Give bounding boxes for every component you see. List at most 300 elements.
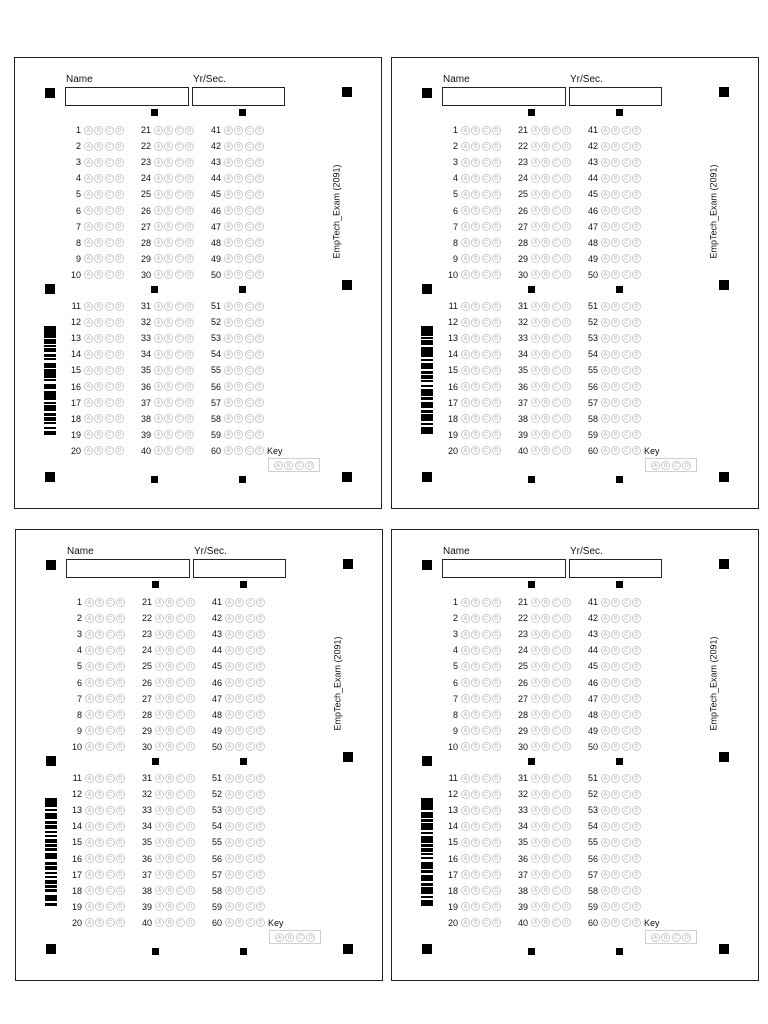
choice-b-bubble[interactable]: B: [541, 174, 550, 183]
choice-b-bubble[interactable]: B: [611, 726, 620, 735]
choice-b-bubble[interactable]: B: [541, 742, 550, 751]
choice-c-bubble[interactable]: C: [482, 710, 491, 719]
choice-c-bubble[interactable]: C: [245, 318, 254, 327]
choice-b-bubble[interactable]: B: [471, 790, 480, 799]
choice-a-bubble[interactable]: A: [531, 806, 540, 815]
choice-b-bubble[interactable]: B: [541, 446, 550, 455]
choice-a-bubble[interactable]: A: [155, 694, 164, 703]
choice-b-bubble[interactable]: B: [165, 614, 174, 623]
choice-a-bubble[interactable]: A: [601, 598, 610, 607]
choice-b-bubble[interactable]: B: [541, 630, 550, 639]
choice-b-bubble[interactable]: B: [471, 142, 480, 151]
choice-c-bubble[interactable]: C: [246, 918, 255, 927]
choice-a-bubble[interactable]: A: [531, 710, 540, 719]
choice-a-bubble[interactable]: A: [461, 886, 470, 895]
choice-b-bubble[interactable]: B: [235, 742, 244, 751]
choice-b-bubble[interactable]: B: [611, 382, 620, 391]
choice-c-bubble[interactable]: C: [105, 174, 114, 183]
choice-d-bubble[interactable]: D: [492, 254, 501, 263]
choice-d-bubble[interactable]: D: [255, 414, 264, 423]
choice-a-bubble[interactable]: A: [84, 350, 93, 359]
choice-b-bubble[interactable]: B: [611, 446, 620, 455]
choice-c-bubble[interactable]: C: [245, 270, 254, 279]
choice-b-bubble[interactable]: B: [165, 742, 174, 751]
choice-d-bubble[interactable]: D: [186, 694, 195, 703]
choice-a-bubble[interactable]: A: [531, 302, 540, 311]
choice-b-bubble[interactable]: B: [471, 886, 480, 895]
choice-c-bubble[interactable]: C: [245, 350, 254, 359]
choice-a-bubble[interactable]: A: [461, 918, 470, 927]
choice-d-bubble[interactable]: D: [256, 726, 265, 735]
choice-a-bubble[interactable]: A: [154, 190, 163, 199]
choice-c-bubble[interactable]: C: [246, 838, 255, 847]
choice-a-bubble[interactable]: A: [155, 822, 164, 831]
choice-c-bubble[interactable]: C: [175, 190, 184, 199]
choice-b-bubble[interactable]: B: [165, 774, 174, 783]
choice-c-bubble[interactable]: C: [622, 630, 631, 639]
choice-a-bubble[interactable]: A: [461, 678, 470, 687]
choice-c-bubble[interactable]: C: [176, 742, 185, 751]
choice-c-bubble[interactable]: C: [246, 662, 255, 671]
choice-b-bubble[interactable]: B: [95, 598, 104, 607]
choice-d-bubble[interactable]: D: [116, 710, 125, 719]
choice-a-bubble[interactable]: A: [84, 190, 93, 199]
choice-d-bubble[interactable]: D: [492, 630, 501, 639]
choice-b-bubble[interactable]: B: [471, 414, 480, 423]
choice-a-bubble[interactable]: A: [461, 350, 470, 359]
choice-d-bubble[interactable]: D: [562, 382, 571, 391]
choice-d-bubble[interactable]: D: [632, 430, 641, 439]
choice-d-bubble[interactable]: D: [116, 822, 125, 831]
choice-d-bubble[interactable]: D: [492, 806, 501, 815]
key-choice-d-bubble[interactable]: D: [682, 933, 691, 942]
choice-c-bubble[interactable]: C: [482, 630, 491, 639]
choice-a-bubble[interactable]: A: [461, 598, 470, 607]
choice-b-bubble[interactable]: B: [165, 902, 174, 911]
choice-c-bubble[interactable]: C: [105, 366, 114, 375]
choice-c-bubble[interactable]: C: [246, 598, 255, 607]
choice-b-bubble[interactable]: B: [235, 886, 244, 895]
choice-d-bubble[interactable]: D: [492, 918, 501, 927]
choice-c-bubble[interactable]: C: [245, 222, 254, 231]
choice-c-bubble[interactable]: C: [482, 126, 491, 135]
choice-a-bubble[interactable]: A: [601, 902, 610, 911]
choice-d-bubble[interactable]: D: [562, 774, 571, 783]
choice-b-bubble[interactable]: B: [541, 238, 550, 247]
choice-a-bubble[interactable]: A: [85, 678, 94, 687]
choice-b-bubble[interactable]: B: [234, 366, 243, 375]
choice-b-bubble[interactable]: B: [94, 318, 103, 327]
choice-a-bubble[interactable]: A: [85, 774, 94, 783]
choice-b-bubble[interactable]: B: [164, 238, 173, 247]
choice-b-bubble[interactable]: B: [471, 902, 480, 911]
choice-a-bubble[interactable]: A: [531, 774, 540, 783]
choice-b-bubble[interactable]: B: [164, 446, 173, 455]
choice-a-bubble[interactable]: A: [224, 446, 233, 455]
choice-d-bubble[interactable]: D: [255, 206, 264, 215]
choice-d-bubble[interactable]: D: [492, 238, 501, 247]
choice-a-bubble[interactable]: A: [601, 174, 610, 183]
choice-b-bubble[interactable]: B: [95, 902, 104, 911]
choice-a-bubble[interactable]: A: [224, 254, 233, 263]
choice-d-bubble[interactable]: D: [185, 350, 194, 359]
choice-b-bubble[interactable]: B: [541, 646, 550, 655]
choice-a-bubble[interactable]: A: [155, 646, 164, 655]
choice-d-bubble[interactable]: D: [632, 742, 641, 751]
choice-d-bubble[interactable]: D: [256, 774, 265, 783]
choice-b-bubble[interactable]: B: [611, 430, 620, 439]
choice-b-bubble[interactable]: B: [235, 774, 244, 783]
choice-c-bubble[interactable]: C: [622, 614, 631, 623]
choice-c-bubble[interactable]: C: [552, 446, 561, 455]
choice-c-bubble[interactable]: C: [552, 790, 561, 799]
choice-a-bubble[interactable]: A: [461, 158, 470, 167]
choice-c-bubble[interactable]: C: [552, 662, 561, 671]
choice-d-bubble[interactable]: D: [185, 254, 194, 263]
choice-a-bubble[interactable]: A: [531, 854, 540, 863]
choice-b-bubble[interactable]: B: [471, 918, 480, 927]
choice-c-bubble[interactable]: C: [245, 302, 254, 311]
choice-c-bubble[interactable]: C: [175, 254, 184, 263]
choice-d-bubble[interactable]: D: [256, 662, 265, 671]
choice-d-bubble[interactable]: D: [116, 614, 125, 623]
choice-d-bubble[interactable]: D: [562, 190, 571, 199]
choice-d-bubble[interactable]: D: [115, 350, 124, 359]
choice-d-bubble[interactable]: D: [562, 694, 571, 703]
name-field[interactable]: [442, 559, 566, 578]
choice-a-bubble[interactable]: A: [224, 318, 233, 327]
choice-c-bubble[interactable]: C: [482, 790, 491, 799]
choice-a-bubble[interactable]: A: [154, 158, 163, 167]
choice-c-bubble[interactable]: C: [245, 238, 254, 247]
choice-d-bubble[interactable]: D: [186, 918, 195, 927]
choice-b-bubble[interactable]: B: [471, 158, 480, 167]
choice-c-bubble[interactable]: C: [176, 918, 185, 927]
choice-c-bubble[interactable]: C: [622, 902, 631, 911]
choice-c-bubble[interactable]: C: [552, 678, 561, 687]
choice-c-bubble[interactable]: C: [105, 302, 114, 311]
choice-c-bubble[interactable]: C: [622, 366, 631, 375]
choice-c-bubble[interactable]: C: [245, 190, 254, 199]
choice-d-bubble[interactable]: D: [116, 678, 125, 687]
choice-b-bubble[interactable]: B: [611, 870, 620, 879]
choice-b-bubble[interactable]: B: [541, 430, 550, 439]
choice-b-bubble[interactable]: B: [235, 662, 244, 671]
choice-a-bubble[interactable]: A: [531, 646, 540, 655]
choice-a-bubble[interactable]: A: [601, 430, 610, 439]
choice-d-bubble[interactable]: D: [492, 158, 501, 167]
choice-d-bubble[interactable]: D: [255, 254, 264, 263]
choice-a-bubble[interactable]: A: [154, 398, 163, 407]
choice-a-bubble[interactable]: A: [601, 742, 610, 751]
choice-a-bubble[interactable]: A: [84, 174, 93, 183]
choice-a-bubble[interactable]: A: [154, 334, 163, 343]
choice-d-bubble[interactable]: D: [562, 270, 571, 279]
choice-d-bubble[interactable]: D: [492, 446, 501, 455]
choice-a-bubble[interactable]: A: [224, 366, 233, 375]
choice-b-bubble[interactable]: B: [94, 190, 103, 199]
choice-d-bubble[interactable]: D: [562, 678, 571, 687]
choice-d-bubble[interactable]: D: [492, 398, 501, 407]
choice-a-bubble[interactable]: A: [531, 350, 540, 359]
choice-c-bubble[interactable]: C: [106, 678, 115, 687]
choice-d-bubble[interactable]: D: [632, 270, 641, 279]
choice-a-bubble[interactable]: A: [84, 366, 93, 375]
choice-c-bubble[interactable]: C: [622, 382, 631, 391]
choice-c-bubble[interactable]: C: [175, 270, 184, 279]
choice-b-bubble[interactable]: B: [471, 614, 480, 623]
choice-c-bubble[interactable]: C: [622, 742, 631, 751]
choice-a-bubble[interactable]: A: [531, 158, 540, 167]
choice-a-bubble[interactable]: A: [461, 126, 470, 135]
choice-c-bubble[interactable]: C: [105, 334, 114, 343]
choice-c-bubble[interactable]: C: [245, 126, 254, 135]
choice-d-bubble[interactable]: D: [632, 630, 641, 639]
choice-a-bubble[interactable]: A: [461, 694, 470, 703]
choice-c-bubble[interactable]: C: [622, 414, 631, 423]
choice-a-bubble[interactable]: A: [84, 126, 93, 135]
choice-b-bubble[interactable]: B: [471, 334, 480, 343]
choice-b-bubble[interactable]: B: [164, 302, 173, 311]
choice-d-bubble[interactable]: D: [632, 854, 641, 863]
choice-b-bubble[interactable]: B: [541, 126, 550, 135]
choice-c-bubble[interactable]: C: [245, 382, 254, 391]
choice-c-bubble[interactable]: C: [106, 598, 115, 607]
choice-c-bubble[interactable]: C: [552, 726, 561, 735]
choice-c-bubble[interactable]: C: [482, 806, 491, 815]
choice-a-bubble[interactable]: A: [85, 902, 94, 911]
choice-c-bubble[interactable]: C: [175, 414, 184, 423]
choice-b-bubble[interactable]: B: [471, 598, 480, 607]
key-choice-a-bubble[interactable]: A: [274, 461, 283, 470]
choice-a-bubble[interactable]: A: [461, 414, 470, 423]
choice-c-bubble[interactable]: C: [106, 646, 115, 655]
choice-c-bubble[interactable]: C: [175, 158, 184, 167]
choice-d-bubble[interactable]: D: [632, 646, 641, 655]
choice-c-bubble[interactable]: C: [622, 270, 631, 279]
choice-b-bubble[interactable]: B: [611, 174, 620, 183]
choice-b-bubble[interactable]: B: [611, 350, 620, 359]
choice-a-bubble[interactable]: A: [225, 806, 234, 815]
choice-d-bubble[interactable]: D: [255, 366, 264, 375]
choice-b-bubble[interactable]: B: [164, 430, 173, 439]
choice-d-bubble[interactable]: D: [116, 598, 125, 607]
choice-b-bubble[interactable]: B: [471, 662, 480, 671]
choice-b-bubble[interactable]: B: [611, 822, 620, 831]
choice-a-bubble[interactable]: A: [155, 854, 164, 863]
choice-a-bubble[interactable]: A: [461, 854, 470, 863]
choice-c-bubble[interactable]: C: [246, 694, 255, 703]
choice-a-bubble[interactable]: A: [461, 662, 470, 671]
choice-c-bubble[interactable]: C: [482, 158, 491, 167]
choice-a-bubble[interactable]: A: [531, 254, 540, 263]
choice-a-bubble[interactable]: A: [531, 886, 540, 895]
choice-a-bubble[interactable]: A: [531, 398, 540, 407]
choice-b-bubble[interactable]: B: [541, 806, 550, 815]
choice-a-bubble[interactable]: A: [85, 822, 94, 831]
choice-d-bubble[interactable]: D: [562, 142, 571, 151]
choice-b-bubble[interactable]: B: [94, 334, 103, 343]
choice-a-bubble[interactable]: A: [155, 790, 164, 799]
choice-d-bubble[interactable]: D: [562, 398, 571, 407]
choice-b-bubble[interactable]: B: [234, 142, 243, 151]
choice-a-bubble[interactable]: A: [601, 774, 610, 783]
choice-b-bubble[interactable]: B: [234, 446, 243, 455]
choice-b-bubble[interactable]: B: [471, 382, 480, 391]
choice-b-bubble[interactable]: B: [94, 382, 103, 391]
choice-a-bubble[interactable]: A: [84, 398, 93, 407]
choice-a-bubble[interactable]: A: [155, 678, 164, 687]
choice-d-bubble[interactable]: D: [632, 662, 641, 671]
choice-d-bubble[interactable]: D: [492, 726, 501, 735]
choice-c-bubble[interactable]: C: [176, 662, 185, 671]
choice-d-bubble[interactable]: D: [185, 318, 194, 327]
choice-a-bubble[interactable]: A: [84, 222, 93, 231]
choice-b-bubble[interactable]: B: [165, 630, 174, 639]
choice-c-bubble[interactable]: C: [176, 854, 185, 863]
choice-b-bubble[interactable]: B: [611, 710, 620, 719]
choice-a-bubble[interactable]: A: [601, 350, 610, 359]
choice-b-bubble[interactable]: B: [94, 414, 103, 423]
choice-d-bubble[interactable]: D: [492, 838, 501, 847]
choice-a-bubble[interactable]: A: [531, 222, 540, 231]
choice-a-bubble[interactable]: A: [154, 446, 163, 455]
choice-c-bubble[interactable]: C: [106, 838, 115, 847]
choice-d-bubble[interactable]: D: [632, 350, 641, 359]
choice-b-bubble[interactable]: B: [95, 918, 104, 927]
choice-c-bubble[interactable]: C: [246, 806, 255, 815]
name-field[interactable]: [65, 87, 189, 106]
choice-d-bubble[interactable]: D: [186, 678, 195, 687]
choice-b-bubble[interactable]: B: [165, 918, 174, 927]
choice-d-bubble[interactable]: D: [185, 190, 194, 199]
choice-b-bubble[interactable]: B: [94, 366, 103, 375]
choice-c-bubble[interactable]: C: [176, 614, 185, 623]
choice-a-bubble[interactable]: A: [461, 774, 470, 783]
choice-a-bubble[interactable]: A: [224, 430, 233, 439]
choice-a-bubble[interactable]: A: [531, 694, 540, 703]
choice-a-bubble[interactable]: A: [155, 662, 164, 671]
choice-b-bubble[interactable]: B: [94, 446, 103, 455]
choice-d-bubble[interactable]: D: [185, 430, 194, 439]
choice-b-bubble[interactable]: B: [471, 742, 480, 751]
choice-a-bubble[interactable]: A: [85, 662, 94, 671]
choice-c-bubble[interactable]: C: [245, 174, 254, 183]
choice-b-bubble[interactable]: B: [164, 206, 173, 215]
choice-c-bubble[interactable]: C: [482, 838, 491, 847]
choice-b-bubble[interactable]: B: [611, 630, 620, 639]
choice-a-bubble[interactable]: A: [155, 870, 164, 879]
section-field[interactable]: [192, 87, 285, 106]
choice-d-bubble[interactable]: D: [116, 838, 125, 847]
choice-b-bubble[interactable]: B: [95, 710, 104, 719]
choice-d-bubble[interactable]: D: [632, 838, 641, 847]
choice-c-bubble[interactable]: C: [482, 918, 491, 927]
choice-d-bubble[interactable]: D: [562, 854, 571, 863]
choice-c-bubble[interactable]: C: [106, 710, 115, 719]
choice-c-bubble[interactable]: C: [552, 774, 561, 783]
choice-d-bubble[interactable]: D: [562, 174, 571, 183]
choice-b-bubble[interactable]: B: [471, 854, 480, 863]
choice-d-bubble[interactable]: D: [562, 334, 571, 343]
choice-a-bubble[interactable]: A: [85, 806, 94, 815]
choice-c-bubble[interactable]: C: [482, 190, 491, 199]
choice-d-bubble[interactable]: D: [186, 742, 195, 751]
choice-a-bubble[interactable]: A: [601, 222, 610, 231]
choice-c-bubble[interactable]: C: [552, 318, 561, 327]
choice-d-bubble[interactable]: D: [116, 902, 125, 911]
choice-d-bubble[interactable]: D: [492, 902, 501, 911]
choice-c-bubble[interactable]: C: [482, 646, 491, 655]
choice-b-bubble[interactable]: B: [611, 302, 620, 311]
choice-b-bubble[interactable]: B: [541, 694, 550, 703]
choice-b-bubble[interactable]: B: [611, 190, 620, 199]
choice-b-bubble[interactable]: B: [471, 446, 480, 455]
choice-b-bubble[interactable]: B: [611, 366, 620, 375]
choice-b-bubble[interactable]: B: [541, 774, 550, 783]
choice-b-bubble[interactable]: B: [235, 710, 244, 719]
choice-b-bubble[interactable]: B: [234, 430, 243, 439]
choice-d-bubble[interactable]: D: [185, 174, 194, 183]
choice-d-bubble[interactable]: D: [115, 430, 124, 439]
choice-a-bubble[interactable]: A: [154, 382, 163, 391]
choice-d-bubble[interactable]: D: [492, 854, 501, 863]
choice-c-bubble[interactable]: C: [622, 238, 631, 247]
choice-a-bubble[interactable]: A: [531, 334, 540, 343]
choice-b-bubble[interactable]: B: [471, 646, 480, 655]
choice-d-bubble[interactable]: D: [632, 694, 641, 703]
choice-b-bubble[interactable]: B: [164, 350, 173, 359]
choice-a-bubble[interactable]: A: [85, 630, 94, 639]
choice-c-bubble[interactable]: C: [105, 206, 114, 215]
choice-d-bubble[interactable]: D: [186, 806, 195, 815]
choice-d-bubble[interactable]: D: [562, 646, 571, 655]
choice-c-bubble[interactable]: C: [622, 334, 631, 343]
choice-a-bubble[interactable]: A: [531, 318, 540, 327]
choice-b-bubble[interactable]: B: [95, 678, 104, 687]
choice-a-bubble[interactable]: A: [85, 598, 94, 607]
choice-a-bubble[interactable]: A: [601, 886, 610, 895]
choice-a-bubble[interactable]: A: [461, 902, 470, 911]
choice-a-bubble[interactable]: A: [85, 854, 94, 863]
choice-b-bubble[interactable]: B: [611, 206, 620, 215]
choice-a-bubble[interactable]: A: [531, 430, 540, 439]
choice-a-bubble[interactable]: A: [224, 238, 233, 247]
choice-a-bubble[interactable]: A: [461, 174, 470, 183]
choice-b-bubble[interactable]: B: [234, 238, 243, 247]
choice-d-bubble[interactable]: D: [632, 366, 641, 375]
choice-b-bubble[interactable]: B: [165, 822, 174, 831]
choice-d-bubble[interactable]: D: [186, 870, 195, 879]
choice-c-bubble[interactable]: C: [482, 678, 491, 687]
choice-b-bubble[interactable]: B: [541, 710, 550, 719]
choice-d-bubble[interactable]: D: [492, 414, 501, 423]
choice-d-bubble[interactable]: D: [185, 270, 194, 279]
choice-b-bubble[interactable]: B: [235, 694, 244, 703]
choice-a-bubble[interactable]: A: [154, 254, 163, 263]
choice-c-bubble[interactable]: C: [622, 126, 631, 135]
choice-b-bubble[interactable]: B: [234, 206, 243, 215]
choice-d-bubble[interactable]: D: [256, 630, 265, 639]
choice-c-bubble[interactable]: C: [482, 614, 491, 623]
choice-b-bubble[interactable]: B: [471, 270, 480, 279]
choice-d-bubble[interactable]: D: [115, 238, 124, 247]
choice-c-bubble[interactable]: C: [482, 414, 491, 423]
choice-d-bubble[interactable]: D: [562, 222, 571, 231]
choice-d-bubble[interactable]: D: [186, 598, 195, 607]
choice-d-bubble[interactable]: D: [256, 614, 265, 623]
choice-c-bubble[interactable]: C: [175, 302, 184, 311]
